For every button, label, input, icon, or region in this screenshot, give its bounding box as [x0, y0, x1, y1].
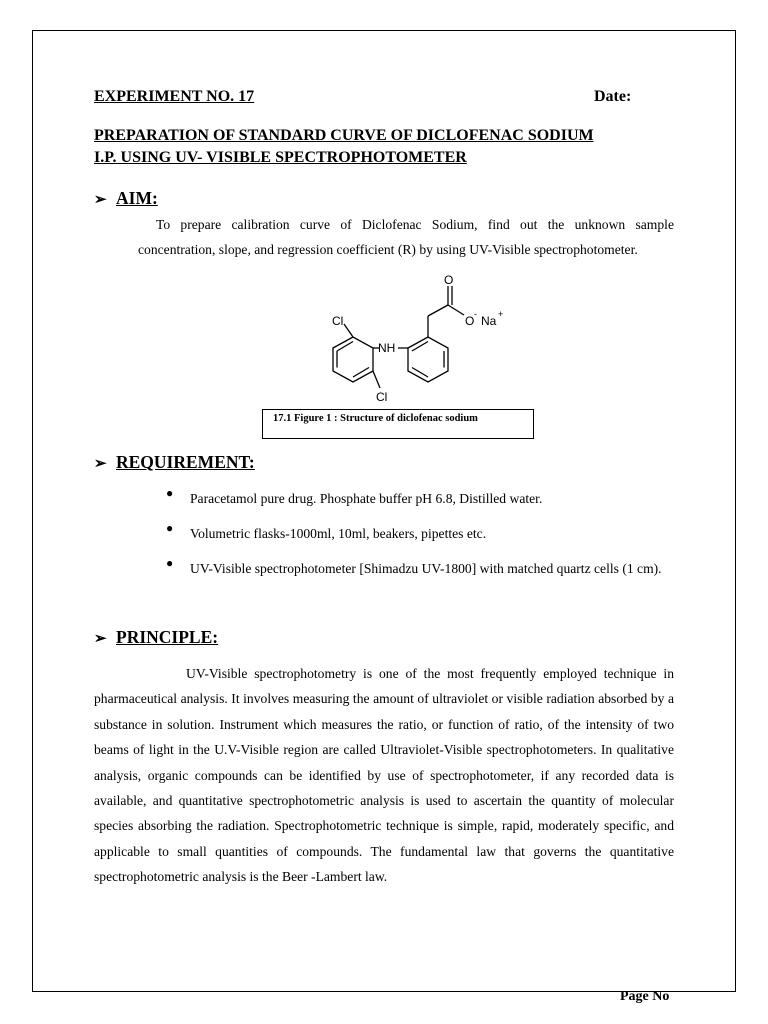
list-item-text: Paracetamol pure drug. Phosphate buffer pH 6.8, Distilled water. [190, 491, 543, 506]
bullet-dot-icon: ● [166, 556, 174, 570]
bullet-dot-icon: ● [166, 486, 174, 500]
sodium-label: Na [481, 314, 497, 328]
left-benzene-ring [333, 337, 373, 382]
principle-heading-text: PRINCIPLE: [116, 627, 219, 647]
list-item [166, 521, 720, 546]
list-item [166, 556, 675, 581]
plus-charge: + [498, 309, 504, 319]
requirement-heading [94, 452, 255, 473]
requirement-heading-text: REQUIREMENT: [116, 452, 255, 472]
aim-heading-text: AIM: [116, 188, 158, 208]
arrow-bullet-icon: ➢ [94, 192, 107, 208]
arrow-bullet-icon: ➢ [94, 456, 107, 472]
document-title-line-1: PREPARATION OF STANDARD CURVE OF DICLOFENAC SODIUM [94, 127, 594, 144]
diclofenac-structure-diagram [300, 270, 520, 410]
document-title-line-2: I.P. USING UV- VISIBLE SPECTROPHOTOMETER [94, 149, 467, 166]
arrow-bullet-icon: ➢ [94, 631, 107, 647]
aim-text: To prepare calibration curve of Diclofenac Sodium, find out the unknown sample concentration, slope, and regression coefficient (R) by using UV-Visible spectrophotometer. [138, 217, 674, 258]
chlorine-top-label: Cl [332, 314, 344, 328]
list-item-text: UV-Visible spectrophotometer [Shimadzu UV-1800] with matched quartz cells (1 cm). [190, 561, 662, 576]
chlorine-bottom-label: Cl [376, 390, 388, 404]
right-benzene-ring [408, 337, 448, 382]
oxygen-label: O [444, 273, 454, 287]
list-item [166, 486, 720, 511]
bullet-dot-icon: ● [166, 521, 174, 535]
figure-caption-box [262, 409, 534, 439]
list-item-text: Volumetric flasks-1000ml, 10ml, beakers, pipettes etc. [190, 526, 487, 541]
oxide-label: O [465, 314, 475, 328]
figure-caption: 17.1 Figure 1 : Structure of diclofenac sodium [273, 413, 478, 424]
nh-label: NH [378, 341, 396, 355]
page-number-label: Page No [620, 989, 670, 1004]
principle-text: UV-Visible spectrophotometry is one of the most frequently employed technique in pharmaceutical analysis. It involves measuring the amount of ultraviolet or visible radiation absorbed by a substance in solution. Instrument which measures the ratio, or function of ratio, of the intensity of two beams of light in the U.V-Visible region are called Ultraviolet-Visible spectrophotometers. In qualitative analysis, organic compounds can be identified by use of spectrophotometer, if any recorded data is available, and quantitative spectrophotometric analysis is used to ascertain the quantity of molecular species absorbing the radiation. Spectrophotometric technique is simple, rapid, moderately specific, and applicable to small quantities of compounds. The fundamental law that governs the quantitative spectrophotometric analysis is the Beer -Lambert law. [94, 666, 674, 885]
aim-heading [94, 188, 158, 209]
minus-charge: - [474, 309, 477, 319]
date-label: Date: [594, 88, 632, 105]
principle-heading [94, 627, 218, 648]
experiment-number: EXPERIMENT NO. 17 [94, 88, 255, 105]
